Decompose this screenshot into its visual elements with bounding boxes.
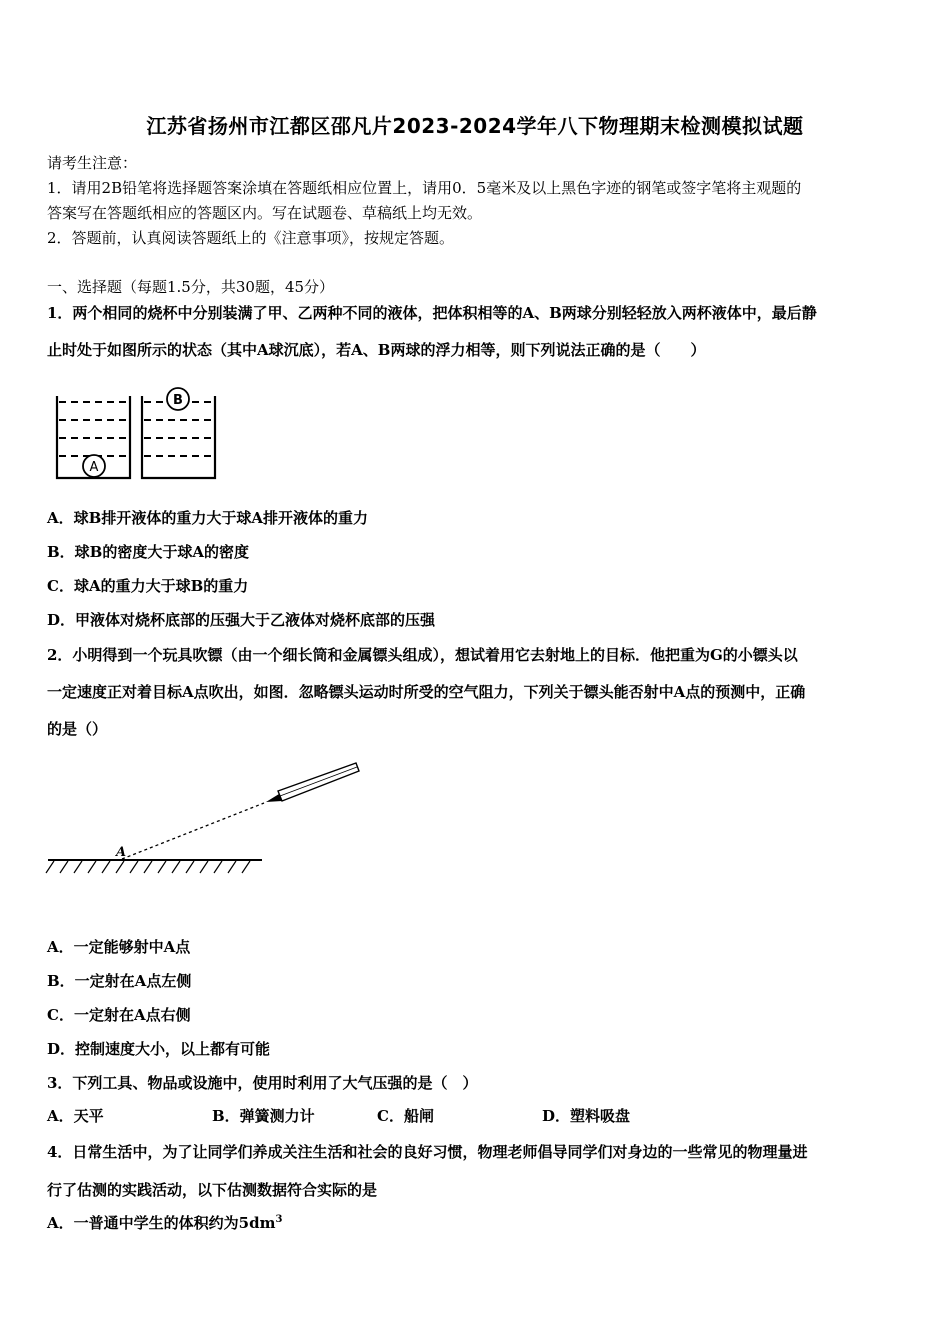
q2-option-b: B．一定射在A点左侧 (47, 972, 192, 990)
q2-stem-line3: 的是（） (47, 720, 108, 738)
q4-stem-line2: 行了估测的实践活动，以下估测数据符合实际的是 (47, 1181, 378, 1199)
q2-option-a: A．一定能够射中A点 (47, 938, 191, 956)
section-heading: 一、选择题（每题1.5分，共30题，45分） (47, 278, 335, 296)
q2-stem-line2: 一定速度正对着目标A点吹出，如图．忽略镖头运动时所受的空气阻力，下列关于镖头能否射中A点的预测中，正确 (47, 683, 806, 701)
q1-stem-line1: 1．两个相同的烧杯中分别装满了甲、乙两种不同的液体，把体积相等的A、B两球分别轻轻放入两杯液体中，最后静 (47, 304, 817, 322)
q4-option-a-text: A．一普通中学生的体积约为5dm (47, 1214, 276, 1232)
notice-item-2: 2．答题前，认真阅读答题纸上的《注意事项》，按规定答题。 (47, 229, 455, 247)
notice-heading: 请考生注意： (47, 154, 138, 172)
q1-beakers-figure (50, 384, 225, 484)
q2-option-c: C．一定射在A点右侧 (47, 1006, 191, 1024)
q1-stem-line2: 止时处于如图所示的状态（其中A球沉底），若A、B两球的浮力相等，则下列说法正确的是（ ） (47, 341, 706, 359)
notice-item-1a: 1．请用2B铅笔将选择题答案涂填在答题纸相应位置上，请用0．5毫米及以上黑色字迹的钢笔或签字笔将主观题的 (47, 179, 802, 197)
q1-option-b: B．球B的密度大于球A的密度 (47, 543, 249, 561)
q1-ball-a-label: A (89, 460, 99, 475)
q2-dart-figure (40, 755, 380, 885)
q1-ball-b-label: B (173, 393, 183, 408)
q1-option-a: A．球B排开液体的重力大于球A排开液体的重力 (47, 509, 368, 527)
q2-point-a-label: A (116, 845, 127, 860)
q3-option-b: B．弹簧测力计 (212, 1107, 315, 1125)
q4-option-a-superscript: 3 (275, 1214, 283, 1225)
q3-option-a: A．天平 (47, 1107, 104, 1125)
q3-stem: 3．下列工具、物品或设施中，使用时利用了大气压强的是（ ） (47, 1074, 478, 1092)
q4-stem-line1: 4．日常生活中，为了让同学们养成关注生活和社会的良好习惯，物理老师倡导同学们对身边的一些常见的物理量进 (47, 1143, 808, 1161)
q3-option-c: C．船闸 (377, 1107, 434, 1125)
q2-option-d: D．控制速度大小，以上都有可能 (47, 1040, 271, 1058)
q2-stem-line1: 2．小明得到一个玩具吹镖（由一个细长筒和金属镖头组成），想试着用它去射地上的目标．他把重为G的小镖头以 (47, 646, 798, 664)
page-title: 江苏省扬州市江都区邵凡片2023-2024学年八下物理期末检测模拟试题 (146, 114, 804, 138)
q1-option-d: D．甲液体对烧杯底部的压强大于乙液体对烧杯底部的压强 (47, 611, 436, 629)
q1-option-c: C．球A的重力大于球B的重力 (47, 577, 249, 595)
notice-item-1b: 答案写在答题纸相应的答题区内。写在试题卷、草稿纸上均无效。 (47, 204, 483, 222)
q3-option-d: D．塑料吸盘 (542, 1107, 631, 1125)
q4-option-a (47, 1212, 282, 1233)
